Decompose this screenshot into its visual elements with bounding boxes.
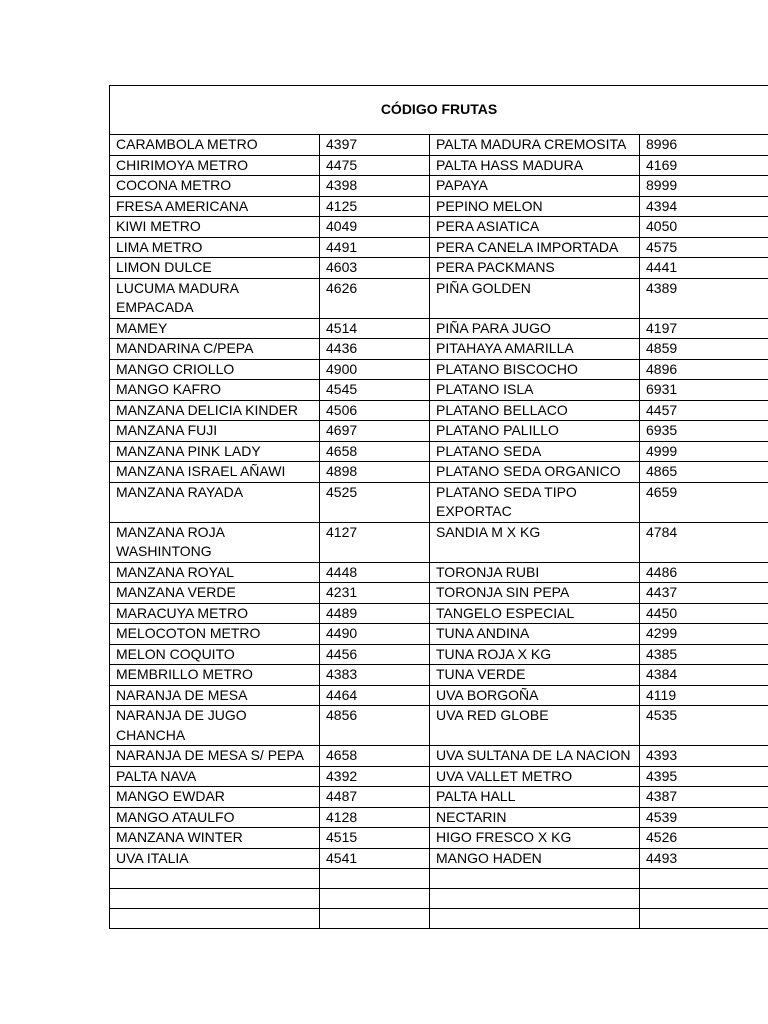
fruit-code-right: 4450 [640,603,768,624]
fruit-code-right: 4169 [640,155,768,176]
table-row [110,135,768,156]
fruit-name-right: PLATANO ISLA [430,380,640,401]
fruit-name-right: MANGO HADEN [430,848,640,869]
empty-table-row [110,909,768,929]
fruit-code-right: 4384 [640,665,768,686]
fruit-name-right: PLATANO PALILLO [430,421,640,442]
fruit-code-right: 4299 [640,624,768,645]
fruit-codes-table [109,85,768,929]
fruit-code-right: 4394 [640,196,768,217]
table-row [110,848,768,869]
fruit-name-left: CHIRIMOYA METRO [110,155,320,176]
fruit-name-left: MANZANA ISRAEL AÑAWI [110,462,320,483]
empty-table-row [110,889,768,909]
fruit-name-right: HIGO FRESCO X KG [430,828,640,849]
fruit-name-right: PLATANO SEDA [430,441,640,462]
fruit-name-left: MANZANA WINTER [110,828,320,849]
table-title-row [110,86,768,135]
empty-cell [320,909,430,929]
fruit-code-left: 4398 [320,176,430,197]
fruit-name-left: MANZANA FUJI [110,421,320,442]
fruit-code-left: 4128 [320,807,430,828]
fruit-code-right: 6935 [640,421,768,442]
table-row [110,359,768,380]
fruit-name-left: MANZANA PINK LADY [110,441,320,462]
table-row [110,583,768,604]
fruit-code-right: 4859 [640,339,768,360]
empty-cell [320,869,430,889]
table-row [110,176,768,197]
fruit-name-left: NARANJA DE JUGO CHANCHA [110,706,320,746]
fruit-name-right: UVA BORGOÑA [430,685,640,706]
fruit-code-left: 4603 [320,258,430,279]
fruit-name-left: MANDARINA C/PEPA [110,339,320,360]
fruit-name-left: MARACUYA METRO [110,603,320,624]
table-row [110,787,768,808]
fruit-name-left: MANZANA ROJA WASHINTONG [110,522,320,562]
fruit-code-right: 4896 [640,359,768,380]
fruit-code-left: 4658 [320,441,430,462]
fruit-name-right: TUNA ROJA X KG [430,644,640,665]
fruit-code-right: 4457 [640,400,768,421]
fruit-name-left: MANGO ATAULFO [110,807,320,828]
fruit-code-left: 4125 [320,196,430,217]
fruit-code-right: 4999 [640,441,768,462]
empty-cell [110,869,320,889]
fruit-code-left: 4475 [320,155,430,176]
fruit-code-left: 4525 [320,482,430,522]
fruit-code-right: 4437 [640,583,768,604]
table-row [110,644,768,665]
fruit-name-right: PITAHAYA AMARILLA [430,339,640,360]
fruit-code-right: 4784 [640,522,768,562]
fruit-codes-table-body [110,86,768,929]
table-row [110,807,768,828]
fruit-name-right: PALTA HASS MADURA [430,155,640,176]
fruit-name-left: MANGO CRIOLLO [110,359,320,380]
fruit-name-left: MANZANA ROYAL [110,562,320,583]
fruit-name-left: MEMBRILLO METRO [110,665,320,686]
fruit-name-right: TORONJA RUBI [430,562,640,583]
fruit-code-right: 4486 [640,562,768,583]
fruit-name-right: UVA VALLET METRO [430,766,640,787]
table-row [110,603,768,624]
fruit-name-left: MANGO KAFRO [110,380,320,401]
table-row [110,766,768,787]
table-row [110,828,768,849]
fruit-code-right: 8999 [640,176,768,197]
fruit-code-left: 4491 [320,237,430,258]
fruit-name-right: PIÑA GOLDEN [430,278,640,318]
fruit-name-left: COCONA METRO [110,176,320,197]
fruit-name-left: LIMON DULCE [110,258,320,279]
fruit-code-left: 4490 [320,624,430,645]
fruit-name-right: TANGELO ESPECIAL [430,603,640,624]
fruit-code-left: 4464 [320,685,430,706]
table-row [110,318,768,339]
empty-cell [320,889,430,909]
table-row [110,624,768,645]
fruit-code-right: 4197 [640,318,768,339]
fruit-code-left: 4392 [320,766,430,787]
fruit-code-left: 4898 [320,462,430,483]
fruit-code-left: 4626 [320,278,430,318]
table-row [110,441,768,462]
empty-cell [110,889,320,909]
fruit-name-left: UVA ITALIA [110,848,320,869]
fruit-name-right: PLATANO BISCOCHO [430,359,640,380]
table-row [110,482,768,522]
fruit-name-left: LIMA METRO [110,237,320,258]
fruit-name-left: MANZANA DELICIA KINDER [110,400,320,421]
fruit-name-right: PERA PACKMANS [430,258,640,279]
fruit-name-left: MANGO EWDAR [110,787,320,808]
table-row [110,237,768,258]
fruit-name-right: PLATANO SEDA TIPO EXPORTAC [430,482,640,522]
fruit-code-right: 6931 [640,380,768,401]
fruit-name-right: UVA SULTANA DE LA NACION [430,746,640,767]
table-row [110,258,768,279]
fruit-code-left: 4856 [320,706,430,746]
fruit-code-left: 4127 [320,522,430,562]
fruit-name-right: TORONJA SIN PEPA [430,583,640,604]
fruit-code-left: 4545 [320,380,430,401]
fruit-code-left: 4515 [320,828,430,849]
fruit-code-right: 4389 [640,278,768,318]
fruit-code-left: 4514 [320,318,430,339]
fruit-name-left: NARANJA DE MESA S/ PEPA [110,746,320,767]
fruit-name-left: CARAMBOLA METRO [110,135,320,156]
fruit-name-left: MELON COQUITO [110,644,320,665]
fruit-code-right: 4539 [640,807,768,828]
fruit-code-left: 4383 [320,665,430,686]
table-row [110,217,768,238]
fruit-name-right: TUNA VERDE [430,665,640,686]
fruit-code-right: 4050 [640,217,768,238]
fruit-code-right: 8996 [640,135,768,156]
fruit-name-right: PALTA MADURA CREMOSITA [430,135,640,156]
fruit-name-left: MANZANA RAYADA [110,482,320,522]
fruit-name-right: PAPAYA [430,176,640,197]
fruit-name-left: FRESA AMERICANA [110,196,320,217]
fruit-code-left: 4049 [320,217,430,238]
fruit-name-left: LUCUMA MADURA EMPACADA [110,278,320,318]
table-row [110,462,768,483]
fruit-code-right: 4441 [640,258,768,279]
fruit-code-left: 4456 [320,644,430,665]
fruit-code-left: 4231 [320,583,430,604]
fruit-code-right: 4535 [640,706,768,746]
table-row [110,155,768,176]
table-row [110,380,768,401]
table-row [110,278,768,318]
empty-cell [430,909,640,929]
fruit-name-left: PALTA NAVA [110,766,320,787]
fruit-name-right: NECTARIN [430,807,640,828]
fruit-code-right: 4526 [640,828,768,849]
fruit-name-right: PEPINO MELON [430,196,640,217]
fruit-name-right: PALTA HALL [430,787,640,808]
fruit-name-right: SANDIA M X KG [430,522,640,562]
fruit-name-right: PERA CANELA IMPORTADA [430,237,640,258]
fruit-name-left: MELOCOTON METRO [110,624,320,645]
fruit-name-left: MAMEY [110,318,320,339]
empty-table-row [110,869,768,889]
fruit-code-right: 4659 [640,482,768,522]
fruit-code-left: 4506 [320,400,430,421]
fruit-code-left: 4900 [320,359,430,380]
fruit-code-right: 4493 [640,848,768,869]
fruit-code-right: 4119 [640,685,768,706]
table-row [110,685,768,706]
table-row [110,665,768,686]
fruit-code-left: 4541 [320,848,430,869]
table-row [110,562,768,583]
table-row [110,746,768,767]
fruit-code-right: 4393 [640,746,768,767]
fruit-code-right: 4575 [640,237,768,258]
fruit-name-right: PIÑA PARA JUGO [430,318,640,339]
fruit-code-left: 4448 [320,562,430,583]
fruit-code-left: 4489 [320,603,430,624]
fruit-name-right: PERA ASIATICA [430,217,640,238]
fruit-name-left: MANZANA VERDE [110,583,320,604]
table-row [110,339,768,360]
fruit-code-left: 4487 [320,787,430,808]
empty-cell [640,869,768,889]
table-row [110,196,768,217]
fruit-name-right: PLATANO SEDA ORGANICO [430,462,640,483]
fruit-code-left: 4697 [320,421,430,442]
fruit-code-left: 4436 [320,339,430,360]
empty-cell [640,909,768,929]
empty-cell [640,889,768,909]
table-row [110,421,768,442]
fruit-code-right: 4865 [640,462,768,483]
document-page [109,85,768,929]
fruit-code-right: 4395 [640,766,768,787]
fruit-name-left: KIWI METRO [110,217,320,238]
fruit-name-right: PLATANO BELLACO [430,400,640,421]
fruit-code-left: 4397 [320,135,430,156]
empty-cell [430,869,640,889]
empty-cell [110,909,320,929]
table-row [110,522,768,562]
fruit-code-left: 4658 [320,746,430,767]
table-title: CÓDIGO FRUTAS [110,86,768,135]
table-row [110,706,768,746]
fruit-name-left: NARANJA DE MESA [110,685,320,706]
empty-cell [430,889,640,909]
fruit-name-right: UVA RED GLOBE [430,706,640,746]
fruit-name-right: TUNA ANDINA [430,624,640,645]
fruit-code-right: 4387 [640,787,768,808]
fruit-code-right: 4385 [640,644,768,665]
table-row [110,400,768,421]
